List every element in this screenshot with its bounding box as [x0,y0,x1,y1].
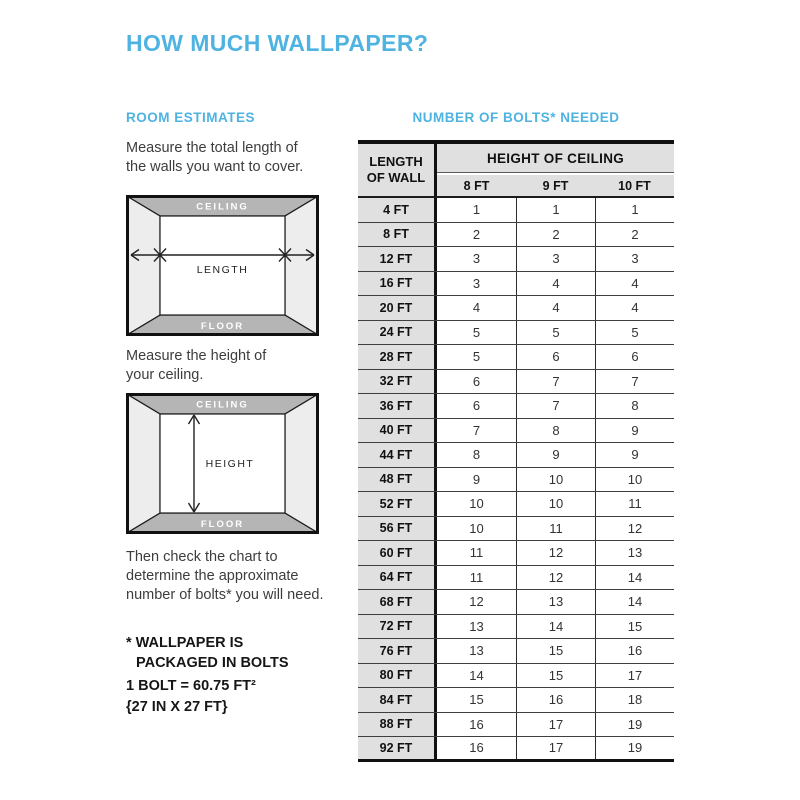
instruction-chart [126,548,323,605]
bolt-count-cell: 7 [437,419,516,443]
ceiling-height-subheader-row [437,173,674,196]
table-row [358,468,674,493]
table-row [358,541,674,566]
wall-length-label: 12 FT [358,247,437,271]
height-label: HEIGHT [205,458,255,470]
bolt-count-cell: 18 [595,688,674,712]
col-header-9ft: 9 FT [542,178,569,193]
ceiling-label: CEILING [196,399,249,411]
bolt-count-cell: 4 [437,296,516,320]
table-row [358,590,674,615]
bolt-count-cell: 3 [437,247,516,271]
bolt-count-cell: 2 [516,223,595,247]
bolt-count-cell: 14 [516,615,595,639]
ceiling-height-header-group [437,144,674,196]
bolt-count-cell: 12 [516,566,595,590]
bolt-count-cell: 6 [437,394,516,418]
bolt-count-cell: 13 [516,590,595,614]
wall-length-label: 4 FT [358,198,437,222]
table-row [358,443,674,468]
height-of-ceiling-header: HEIGHT OF CEILING [437,144,674,173]
col-header-10ft: 10 FT [618,178,651,193]
bolt-count-cell: 7 [516,370,595,394]
bolt-count-cell: 19 [595,713,674,737]
bolt-count-cell: 16 [437,713,516,737]
bolt-count-cell: 13 [437,615,516,639]
bolt-count-cell: 17 [516,713,595,737]
bolt-count-cell: 17 [595,664,674,688]
bolt-count-cell: 11 [595,492,674,516]
wall-length-label: 48 FT [358,468,437,492]
page-title: HOW MUCH WALLPAPER? [126,30,429,56]
table-row [358,247,674,272]
left-wall-surface [128,395,161,533]
length-of-wall-line1: LENGTH [369,154,423,169]
bolt-count-cell: 14 [595,590,674,614]
footnote-line2: PACKAGED IN BOLTS [136,655,289,671]
table-header [358,140,674,198]
room-estimates-heading: ROOM ESTIMATES [126,110,256,125]
table-row [358,688,674,713]
wall-length-label: 80 FT [358,664,437,688]
bolts-table [358,140,674,762]
bolt-count-cell: 6 [595,345,674,369]
instruction-height-line2: your ceiling. [126,367,204,383]
bolt-count-cell: 1 [437,198,516,222]
wallpaper-bolts-footnote [126,633,289,673]
wall-length-label: 8 FT [358,223,437,247]
footnote-line1: * WALLPAPER IS [126,635,244,651]
bolt-count-cell: 11 [437,541,516,565]
bolt-count-cell: 13 [437,639,516,663]
bolt-count-cell: 5 [437,345,516,369]
bolt-count-cell: 16 [437,737,516,759]
wall-length-label: 20 FT [358,296,437,320]
bolt-count-cell: 4 [516,296,595,320]
wall-length-label: 32 FT [358,370,437,394]
bolt-count-cell: 5 [516,321,595,345]
bolt-count-cell: 10 [516,468,595,492]
wall-length-label: 88 FT [358,713,437,737]
bolt-count-cell: 7 [516,394,595,418]
bolt-count-cell: 14 [437,664,516,688]
wall-length-label: 72 FT [358,615,437,639]
room-diagram-height [126,393,319,534]
bolt-count-cell: 4 [595,296,674,320]
wall-length-label: 52 FT [358,492,437,516]
room-diagram-length [126,195,319,336]
bolt-count-cell: 15 [595,615,674,639]
bolt-count-cell: 10 [595,468,674,492]
wall-length-label: 64 FT [358,566,437,590]
table-row [358,419,674,444]
bolt-count-cell: 17 [516,737,595,759]
bolt-count-cell: 19 [595,737,674,759]
wall-length-label: 16 FT [358,272,437,296]
instruction-height-line1: Measure the height of [126,348,267,364]
right-wall-surface [285,197,318,335]
bolt-count-cell: 6 [516,345,595,369]
wall-length-label: 60 FT [358,541,437,565]
bolt-count-cell: 12 [516,541,595,565]
bolt-count-cell: 15 [516,664,595,688]
wall-length-label: 28 FT [358,345,437,369]
table-row [358,713,674,738]
bolt-definition-line1: 1 BOLT = 60.75 FT² [126,678,256,694]
right-wall-surface [285,395,318,533]
bolt-count-cell: 13 [595,541,674,565]
bolt-count-cell: 11 [437,566,516,590]
table-row [358,223,674,248]
col-header-8ft: 8 FT [463,178,490,193]
length-of-wall-line2: OF WALL [366,170,426,185]
table-row [358,664,674,689]
table-row [358,492,674,517]
bolt-count-cell: 10 [437,517,516,541]
instruction-length-line2: the walls you want to cover. [126,159,304,175]
wall-length-label: 92 FT [358,737,437,759]
instruction-chart-line2: determine the approximate [126,568,299,584]
instruction-chart-line1: Then check the chart to [126,549,278,565]
wall-length-label: 76 FT [358,639,437,663]
table-row [358,296,674,321]
bolt-definition-line2: {27 IN X 27 FT} [126,698,228,715]
floor-label: FLOOR [200,519,245,530]
bolt-count-cell: 8 [437,443,516,467]
wall-length-label: 84 FT [358,688,437,712]
instruction-height [126,347,266,385]
ceiling-label: CEILING [196,201,249,213]
instruction-length [126,139,303,177]
floor-label: FLOOR [200,321,245,332]
bolt-count-cell: 15 [516,639,595,663]
bolt-count-cell: 5 [437,321,516,345]
table-row [358,198,674,223]
table-row [358,345,674,370]
length-of-wall-header [358,144,437,196]
left-wall-surface [128,197,161,335]
wall-length-label: 40 FT [358,419,437,443]
bolt-definition [126,676,256,717]
bolt-count-cell: 1 [516,198,595,222]
wall-length-label: 44 FT [358,443,437,467]
wall-length-label: 56 FT [358,517,437,541]
table-row [358,517,674,542]
bolt-count-cell: 2 [437,223,516,247]
bolt-count-cell: 9 [516,443,595,467]
table-row [358,615,674,640]
bolt-count-cell: 10 [437,492,516,516]
bolt-count-cell: 8 [516,419,595,443]
wall-length-label: 68 FT [358,590,437,614]
table-row [358,566,674,591]
bolt-count-cell: 7 [595,370,674,394]
bolt-count-cell: 14 [595,566,674,590]
bolt-count-cell: 2 [595,223,674,247]
wall-length-label: 36 FT [358,394,437,418]
bolt-count-cell: 10 [516,492,595,516]
table-row [358,370,674,395]
bolt-count-cell: 3 [437,272,516,296]
bolt-count-cell: 6 [437,370,516,394]
bolt-count-cell: 8 [595,394,674,418]
bolt-count-cell: 4 [595,272,674,296]
bolt-count-cell: 11 [516,517,595,541]
bolt-count-cell: 9 [595,443,674,467]
table-row [358,321,674,346]
bolts-needed-heading: NUMBER OF BOLTS* NEEDED [412,110,620,125]
bolt-count-cell: 3 [516,247,595,271]
bolt-count-cell: 3 [595,247,674,271]
bolt-count-cell: 16 [595,639,674,663]
instruction-length-line1: Measure the total length of [126,140,298,156]
table-row [358,394,674,419]
bolt-count-cell: 12 [595,517,674,541]
bolt-count-cell: 5 [595,321,674,345]
bolt-count-cell: 15 [437,688,516,712]
bolt-count-cell: 9 [437,468,516,492]
wall-length-label: 24 FT [358,321,437,345]
bolt-count-cell: 16 [516,688,595,712]
table-row [358,272,674,297]
bolt-count-cell: 4 [516,272,595,296]
table-body [358,198,674,762]
bolt-count-cell: 12 [437,590,516,614]
bolt-count-cell: 1 [595,198,674,222]
instruction-chart-line3: number of bolts* you will need. [126,587,324,603]
bolt-count-cell: 9 [595,419,674,443]
table-row [358,639,674,664]
table-row [358,737,674,762]
length-label: LENGTH [196,264,249,276]
